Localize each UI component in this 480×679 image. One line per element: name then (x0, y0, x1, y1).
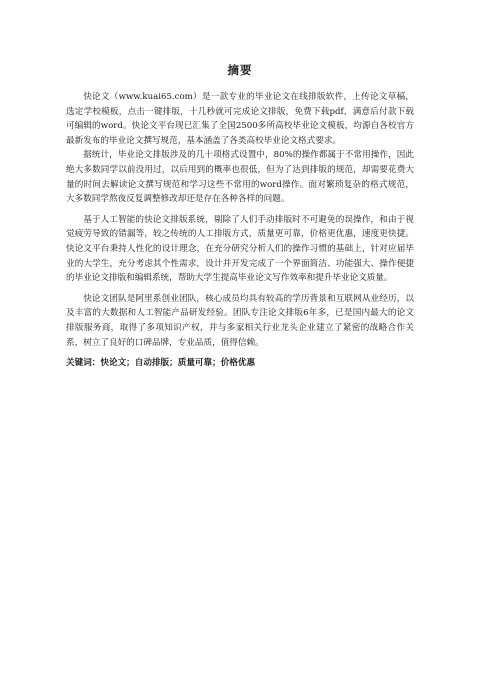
keywords-line: 关键词：快论文；自动排版；质量可靠；价格优惠 (66, 358, 256, 369)
abstract-paragraph-4: 快论文团队是阿里系创业团队，核心成员均具有较高的学历背景和互联网从业经历，以及丰富的大数据和人工智能产品研发经验。团队专注论文排版6年多，已是国内最大的论文排版服务商，取得了多项知识产权，并与多家相关行业龙头企业建立了紧密的战略合作关系，树立了良好的口碑品牌，专业品质，值得信赖。 (66, 293, 414, 348)
abstract-paragraph-3: 基于人工智能的快论文排版系统，剔除了人们手动排版时不可避免的误操作，和由于视觉疲劳导致的错漏等，较之传统的人工排版方式，质量更可靠，价格更优惠，速度更快捷。快论文平台秉持人性化的设计理念，在充分研究分析人们的操作习惯的基础上，针对应届毕业的大学生，充分考虑其个性需求，设计并开发完成了一个界面简洁、功能强大、操作便捷的毕业论文排版和编辑系统，帮助大学生提高毕业论文写作效率和提升毕业论文质量。 (66, 214, 414, 284)
abstract-title: 摘要 (227, 63, 253, 77)
abstract-paragraph-1: 快论文（www.kuai65.com）是一款专业的毕业论文在线排版软件，上传论文草稿，选定学校模板，点击一键排版，十几秒就可完成论文排版，免费下载pdf，满意后付款下载可编辑的word。快论文平台现已汇集了全国2500多所高校毕业论文模板，均源自各校官方最新发布的毕业论文撰写规范，基本涵盖了各类高校毕业论文格式要求。 (66, 92, 414, 146)
abstract-paragraph-2: 据统计，毕业论文排版涉及的几十项格式设置中，80%的操作都属于不常用操作，因此绝大多数同学以前没用过，以后用到的概率也很低，但为了达到排版的规范，却需要花费大量的时间去解读论文撰写规范和学习这些不常用的word操作。面对繁琐复杂的格式规范，大多数同学熬夜反复调整修改却还是存在各种各样的问题。 (66, 150, 414, 205)
